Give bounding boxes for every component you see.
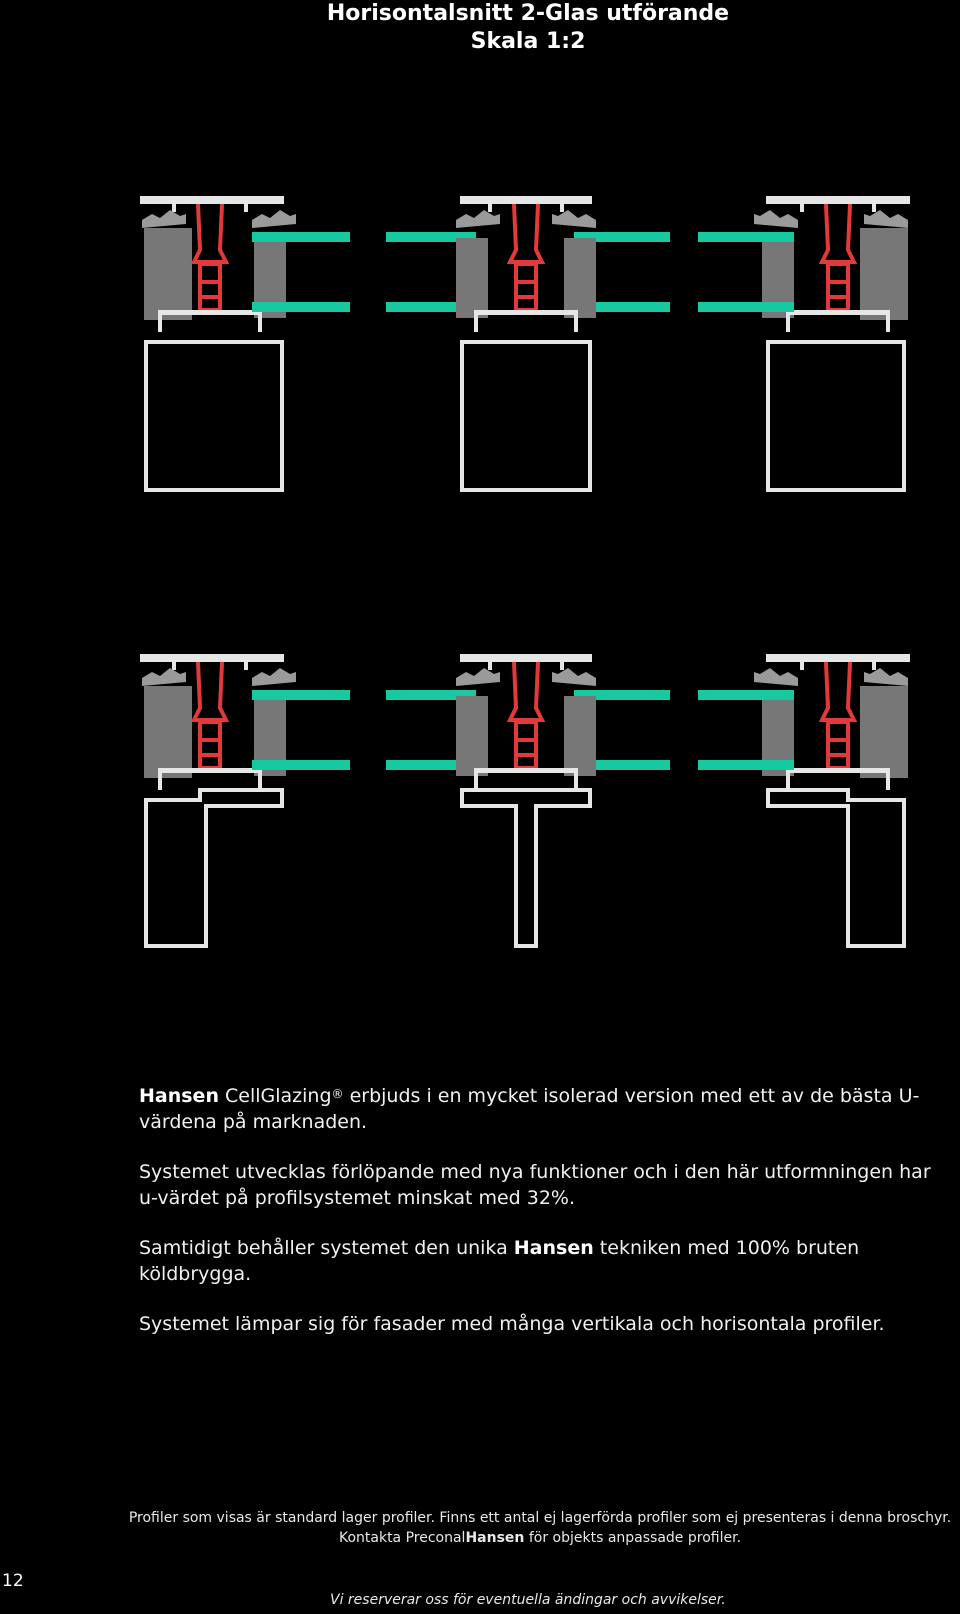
base-flange-left [158, 768, 162, 790]
page-scale: Skala 1:2 [470, 29, 586, 54]
cover-cap-right [244, 198, 248, 212]
cover-cap [488, 198, 564, 203]
gasket [754, 668, 798, 686]
cover-cap-right [560, 198, 564, 212]
base-plate [158, 768, 262, 773]
glass-pane [252, 232, 350, 242]
paragraph-3-text-b: tekniken med 100% bruten köldbrygga. [139, 1237, 860, 1285]
thermal-break-rung [828, 738, 848, 742]
glass-pane [252, 690, 350, 700]
base-plate [786, 768, 890, 773]
insulation-block [860, 228, 908, 320]
paragraph-1-text: erbjuds i en mycket isolerad version med ett av de bästa U-värdena på marknaden. [139, 1085, 920, 1133]
insulation-block [144, 686, 192, 778]
glass-pane [698, 232, 794, 242]
insulation-block [144, 228, 192, 320]
mullion-box [146, 342, 282, 490]
cover-cap [172, 656, 248, 661]
mullion-box [146, 790, 282, 946]
mullion-box [462, 790, 590, 946]
thermal-break-rung [516, 753, 536, 757]
cover-cap [800, 656, 876, 661]
cover-cap-left [172, 656, 176, 670]
disclaimer: Vi reserverar oss för eventuella ändingar och avvikelser. [330, 1592, 726, 1608]
cover-cap-left [488, 198, 492, 212]
insulation-block [456, 238, 488, 318]
section-corner-left-0-0 [142, 198, 350, 490]
footer-notes [115, 1508, 960, 1548]
thermal-break-box [516, 722, 536, 768]
mullion-box [462, 342, 590, 490]
cover-cap-left [172, 198, 176, 212]
registered-mark: ® [331, 1087, 344, 1101]
base-plate [158, 310, 262, 315]
paragraph-3-text-a: Samtidigt behåller systemet den unika [139, 1237, 514, 1259]
page-title: Horisontalsnitt 2-Glas utförande [326, 1, 730, 26]
base-flange-right [886, 768, 890, 790]
gasket [252, 668, 296, 686]
base-flange-right [574, 310, 578, 332]
base-plate [786, 310, 890, 315]
gasket [864, 668, 908, 686]
gasket [864, 210, 908, 228]
thermal-break-rung [200, 753, 220, 757]
base-flange-left [474, 768, 478, 790]
paragraph-1 [139, 1083, 939, 1135]
gasket [754, 210, 798, 228]
base-flange-right [886, 310, 890, 332]
thermal-break [194, 662, 226, 720]
base-flange-left [474, 310, 478, 332]
cover-cap-right [560, 656, 564, 670]
thermal-break [822, 204, 854, 262]
cover-cap [488, 656, 564, 661]
mullion-box [768, 342, 904, 490]
thermal-break-box [200, 722, 220, 768]
base-flange-right [258, 768, 262, 790]
thermal-break-box [516, 264, 536, 310]
base-flange-left [786, 768, 790, 790]
section-corner-right-0-2 [698, 198, 908, 490]
gasket [552, 210, 596, 228]
product-name: CellGlazing [218, 1085, 332, 1107]
glass-pane [698, 690, 794, 700]
base-plate [474, 310, 578, 315]
insulation-block [456, 696, 488, 776]
footer-line-2 [115, 1528, 960, 1548]
cover-cap-right [872, 656, 876, 670]
gasket [456, 668, 500, 686]
thermal-break-rung [828, 753, 848, 757]
footer-line-2-b: för objekts anpassade profiler. [524, 1530, 742, 1546]
thermal-break-box [200, 264, 220, 310]
thermal-break-rung [200, 295, 220, 299]
gasket [252, 210, 296, 228]
cover-cap-left [488, 656, 492, 670]
paragraph-3 [139, 1235, 939, 1287]
section-mullion-t-1-1 [386, 656, 670, 946]
thermal-break [510, 662, 542, 720]
gasket [142, 210, 186, 228]
thermal-break-rung [200, 280, 220, 284]
paragraph-2: Systemet utvecklas förlöpande med nya funktioner och i den här utformningen har u-värdet på profilsystemet minskat med 32%. [139, 1161, 931, 1209]
cover-cap-right [244, 656, 248, 670]
thermal-break-rung [516, 280, 536, 284]
thermal-break-rung [828, 280, 848, 284]
brand-name: Hansen [139, 1085, 219, 1107]
paragraph-4: Systemet lämpar sig för fasader med många vertikala och horisontala profiler. [139, 1313, 885, 1335]
cover-cap-right [872, 198, 876, 212]
glass-pane [252, 760, 350, 770]
section-mullion-0-1 [386, 198, 670, 490]
base-flange-right [574, 768, 578, 790]
gasket [456, 210, 500, 228]
cover-cap [172, 198, 248, 203]
thermal-break-box [828, 264, 848, 310]
glass-pane [698, 760, 794, 770]
section-corner-right-narrow-1-2 [698, 656, 908, 946]
mullion-box [768, 790, 904, 946]
thermal-break [194, 204, 226, 262]
footer-line-1: Profiler som visas är standard lager profiler. Finns ett antal ej lagerförda profiler som ej presenteras i denna broschyr. [128, 1510, 952, 1526]
body-text [139, 1083, 939, 1361]
glass-pane [252, 302, 350, 312]
cover-cap-left [800, 198, 804, 212]
base-flange-left [158, 310, 162, 332]
thermal-break-rung [516, 295, 536, 299]
thermal-break [822, 662, 854, 720]
thermal-break-box [828, 722, 848, 768]
gasket [552, 668, 596, 686]
base-flange-left [786, 310, 790, 332]
thermal-break-rung [516, 738, 536, 742]
base-flange-right [258, 310, 262, 332]
insulation-block [564, 238, 596, 318]
cover-cap [800, 198, 876, 203]
thermal-break [510, 204, 542, 262]
cover-cap-left [800, 656, 804, 670]
thermal-break-rung [200, 738, 220, 742]
thermal-break-rung [828, 295, 848, 299]
page-number: 12 [2, 1571, 24, 1591]
gasket [142, 668, 186, 686]
footer-line-2-a: Kontakta Preconal [338, 1530, 466, 1546]
brand-name-2: Hansen [513, 1237, 594, 1259]
footer-brand: Hansen [465, 1530, 525, 1546]
section-corner-left-stepped-1-0 [142, 656, 350, 946]
insulation-block [860, 686, 908, 778]
insulation-block [564, 696, 596, 776]
glass-pane [698, 302, 794, 312]
base-plate [474, 768, 578, 773]
